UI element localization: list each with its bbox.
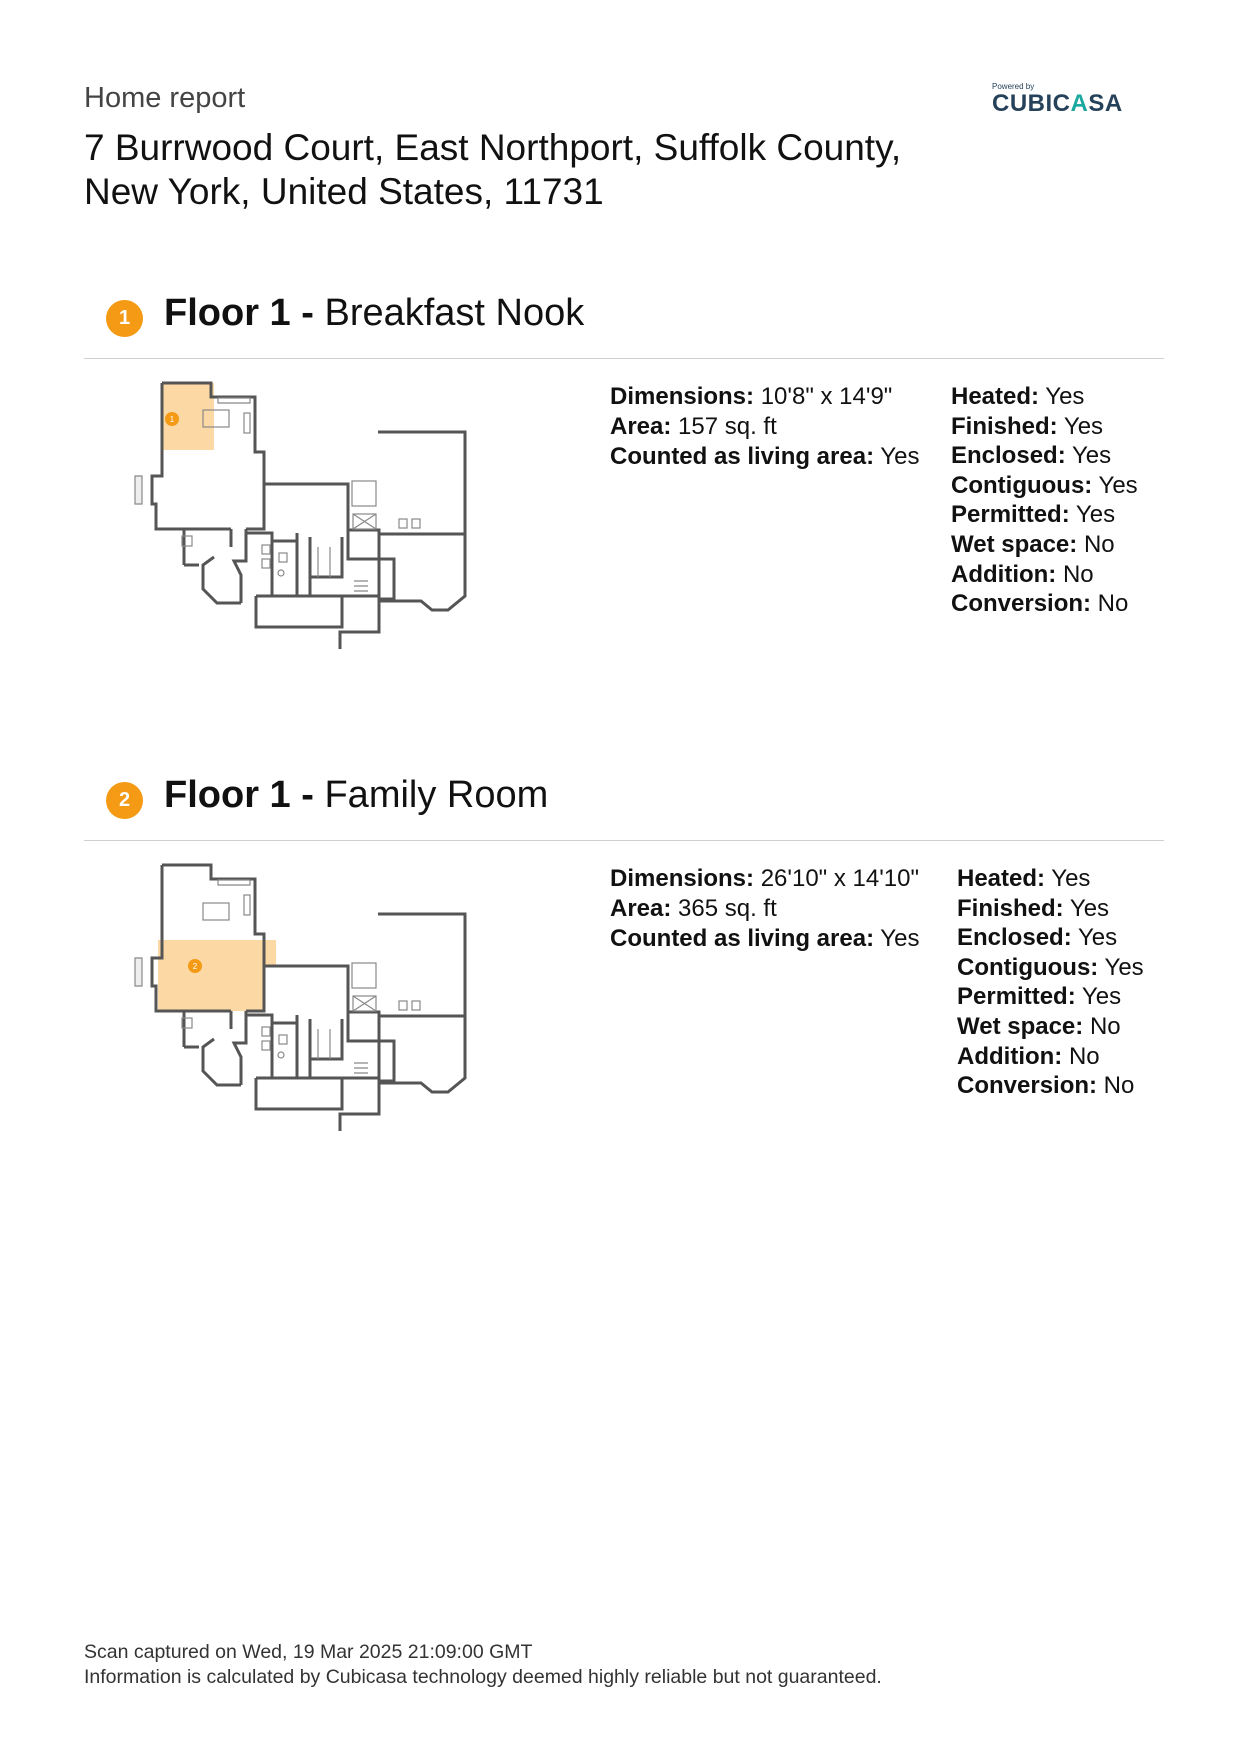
property-row [951, 560, 1138, 590]
property-row [951, 500, 1138, 530]
property-row [957, 1042, 1144, 1072]
property-value: No [1056, 560, 1094, 588]
property-row [951, 441, 1138, 471]
property-value: Yes [1057, 412, 1104, 440]
room-number-badge: 2 [106, 782, 143, 819]
property-row [957, 1012, 1144, 1042]
dimensions-value: 26'10" x 14'10" [754, 865, 920, 892]
living-area-row [610, 924, 919, 954]
property-value: Yes [1092, 471, 1138, 499]
property-row [957, 894, 1144, 924]
living-area-row [610, 442, 919, 472]
property-label: Conversion: [957, 1072, 1098, 1100]
report-label: Home report [84, 82, 246, 114]
property-value: No [1077, 530, 1115, 558]
logo-brand [992, 90, 1123, 118]
property-value: No [1083, 1012, 1121, 1040]
property-label: Enclosed: [951, 442, 1066, 470]
room-section-2 [0, 768, 1241, 1198]
property-row [957, 864, 1144, 894]
area-label: Area: [610, 895, 672, 922]
property-row [951, 382, 1138, 412]
living-area-value: Yes [874, 925, 920, 952]
cubicasa-logo [992, 82, 1142, 118]
address-line-2: New York, United States, 11731 [84, 171, 604, 212]
property-address [84, 126, 984, 214]
floor-plan-thumbnail [134, 379, 534, 649]
room-number-badge: 1 [106, 300, 143, 337]
property-label: Heated: [957, 865, 1046, 892]
property-row [951, 471, 1138, 501]
room-properties [951, 382, 1138, 619]
room-title-separator: - [290, 774, 325, 816]
logo-brand-accent: A [1070, 90, 1089, 117]
property-value: Yes [1039, 383, 1085, 410]
dimensions-row [610, 864, 919, 894]
area-label: Area: [610, 413, 672, 440]
floor-plan-thumbnail [134, 861, 534, 1131]
property-label: Addition: [951, 560, 1057, 588]
property-value: Yes [1045, 865, 1091, 892]
room-dimensions [610, 864, 919, 954]
room-title-separator: - [290, 292, 325, 334]
property-row [957, 953, 1144, 983]
property-label: Wet space: [951, 530, 1078, 558]
dimensions-label: Dimensions: [610, 865, 755, 892]
room-floor: Floor 1 [164, 774, 291, 816]
property-value: Yes [1063, 894, 1110, 922]
room-floor: Floor 1 [164, 292, 291, 334]
property-row [957, 982, 1144, 1012]
living-area-value: Yes [874, 443, 920, 470]
section-divider [84, 358, 1164, 359]
property-value: Yes [1069, 501, 1116, 529]
property-label: Finished: [951, 412, 1058, 440]
property-label: Enclosed: [957, 924, 1072, 952]
room-section-1 [0, 286, 1241, 716]
property-row [951, 412, 1138, 442]
property-row [951, 589, 1138, 619]
property-label: Finished: [957, 894, 1064, 922]
room-dimensions [610, 382, 919, 472]
living-area-label: Counted as living area: [610, 443, 875, 470]
property-label: Wet space: [957, 1012, 1084, 1040]
property-label: Permitted: [951, 501, 1070, 529]
property-value: No [1062, 1042, 1100, 1070]
property-row [957, 1071, 1144, 1101]
area-row [610, 412, 919, 442]
dimensions-row [610, 382, 919, 412]
property-value: No [1091, 590, 1129, 618]
property-value: Yes [1075, 983, 1122, 1011]
area-row [610, 894, 919, 924]
property-label: Heated: [951, 383, 1040, 410]
property-value: Yes [1098, 953, 1144, 981]
room-title [164, 292, 584, 335]
property-label: Contiguous: [957, 953, 1099, 981]
property-value: Yes [1065, 442, 1112, 470]
logo-brand-end: SA [1088, 90, 1123, 117]
property-label: Conversion: [951, 590, 1092, 618]
property-row [951, 530, 1138, 560]
dimensions-value: 10'8" x 14'9" [754, 383, 893, 410]
logo-powered-by: Powered by [992, 82, 1035, 91]
scan-timestamp: Scan captured on Wed, 19 Mar 2025 21:09:00 GMT [84, 1641, 533, 1663]
section-divider [84, 840, 1164, 841]
property-label: Permitted: [957, 983, 1076, 1011]
room-marker-label: 1 [169, 415, 175, 424]
area-value: 365 sq. ft [671, 895, 777, 922]
property-value: No [1097, 1072, 1135, 1100]
room-highlight-family-room [158, 940, 276, 1011]
logo-brand-start: CUBIC [992, 90, 1071, 117]
property-label: Contiguous: [951, 471, 1093, 499]
area-value: 157 sq. ft [671, 413, 777, 440]
disclaimer: Information is calculated by Cubicasa technology deemed highly reliable but not guaranteed. [84, 1666, 882, 1688]
room-name: Family Room [324, 774, 549, 816]
property-label: Addition: [957, 1042, 1063, 1070]
property-row [957, 923, 1144, 953]
address-line-1: 7 Burrwood Court, East Northport, Suffolk County, [84, 127, 902, 168]
room-name: Breakfast Nook [324, 292, 585, 334]
report-footer [84, 1640, 882, 1690]
property-value: Yes [1071, 924, 1118, 952]
room-title [164, 774, 548, 817]
room-properties [957, 864, 1144, 1101]
room-marker-label: 2 [192, 962, 198, 971]
living-area-label: Counted as living area: [610, 925, 875, 952]
dimensions-label: Dimensions: [610, 383, 755, 410]
